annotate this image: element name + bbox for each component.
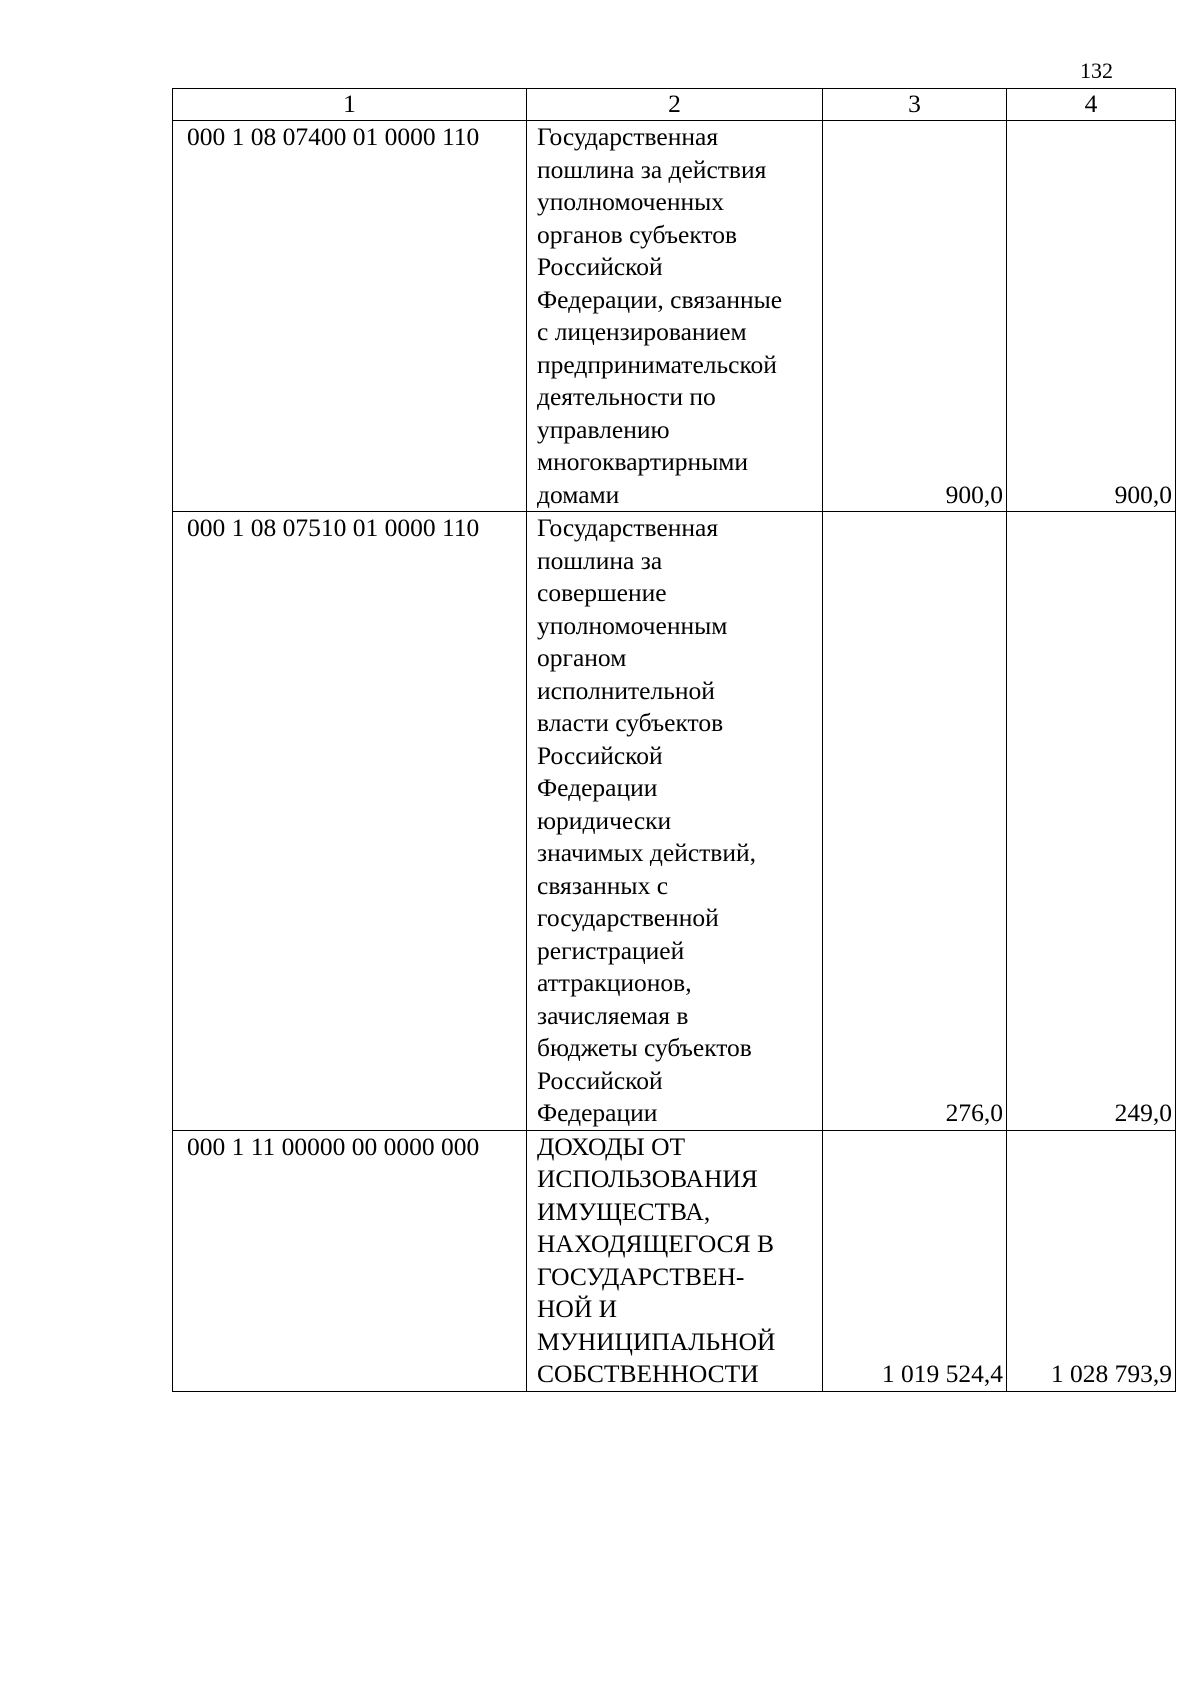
revenue-name-line: Государственная [537, 513, 719, 542]
revenue-name-line: деятельности по [537, 382, 716, 411]
revenue-name-line: Российской [537, 740, 663, 770]
table-body [173, 121, 1176, 1392]
revenue-name [527, 512, 823, 1131]
revenue-name-line: ИСПОЛЬЗОВАНИЯ [537, 1164, 758, 1193]
revenue-name-line: с лицензированием [537, 317, 747, 346]
revenue-name-line: пошлина за [537, 545, 663, 575]
revenue-name-line: Российской [537, 252, 663, 281]
header-col-2: 2 [527, 89, 823, 121]
revenue-name-line: регистрацией [537, 935, 685, 965]
revenue-name-line: Федерации [537, 773, 658, 802]
revenue-name-line: Федерации, связанные [537, 284, 783, 314]
revenue-name-line: уполномоченных [537, 187, 724, 216]
revenue-name-line: Российской [537, 1065, 663, 1095]
revenue-name-line: аттракционов, [537, 968, 692, 997]
revenue-name-line: органов субъектов [537, 219, 737, 249]
revenue-name-line: Государственная [537, 122, 719, 151]
revenue-name-line: уполномоченным [537, 610, 728, 640]
revenue-name-line: зачисляемая в [537, 1000, 689, 1030]
revenue-name-line: власти субъектов [537, 708, 724, 737]
revenue-name-line: бюджеты субъектов [537, 1033, 752, 1062]
revenue-name-line: государственной [537, 903, 719, 932]
revenue-name-line: ГОСУДАРСТВЕН- [537, 1261, 745, 1291]
header-col-1: 1 [173, 89, 527, 121]
revenue-name [527, 1130, 823, 1391]
revenue-name-line: домами [537, 479, 620, 509]
amount-col-3: 276,0 [823, 512, 1007, 1131]
revenue-name-line: МУНИЦИПАЛЬНОЙ [537, 1326, 776, 1356]
header-col-4: 4 [1007, 89, 1176, 121]
table-header-row [173, 89, 1176, 121]
amount-col-3: 900,0 [823, 121, 1007, 512]
budget-table [172, 88, 1176, 1392]
revenue-name-line: Федерации [537, 1098, 658, 1127]
amount-col-4: 1 028 793,9 [1007, 1130, 1176, 1391]
amount-col-4: 900,0 [1007, 121, 1176, 512]
revenue-name-line: управлению [537, 414, 670, 444]
revenue-name [527, 121, 823, 512]
header-col-3: 3 [823, 89, 1007, 121]
amount-col-3: 1 019 524,4 [823, 1130, 1007, 1391]
revenue-name-line: органом [537, 643, 627, 672]
revenue-name-line: пошлина за действия [537, 154, 767, 184]
revenue-name-line: значимых действий, [537, 838, 756, 867]
revenue-name-line: связанных с [537, 870, 669, 900]
budget-code: 000 1 11 00000 00 0000 000 [173, 1130, 527, 1391]
revenue-name-line: юридически [537, 805, 672, 835]
table-row [173, 1130, 1176, 1391]
revenue-name-line: исполнительной [537, 675, 715, 705]
revenue-name-line: СОБСТВЕННОСТИ [537, 1359, 759, 1388]
revenue-name-line: ДОХОДЫ ОТ [537, 1131, 686, 1161]
revenue-name-line: ИМУЩЕСТВА, [537, 1196, 711, 1226]
budget-code: 000 1 08 07400 01 0000 110 [173, 121, 527, 512]
budget-code: 000 1 08 07510 01 0000 110 [173, 512, 527, 1131]
revenue-name-line: предпринимательской [537, 349, 777, 379]
revenue-name-line: многоквартирными [537, 447, 749, 476]
table-row [173, 121, 1176, 512]
page-number: 132 [1080, 58, 1113, 83]
revenue-name-line: совершение [537, 578, 667, 607]
revenue-name-line: НАХОДЯЩЕГОСЯ В [537, 1229, 775, 1258]
amount-col-4: 249,0 [1007, 512, 1176, 1131]
revenue-name-line: НОЙ И [537, 1294, 618, 1323]
table-row [173, 512, 1176, 1131]
